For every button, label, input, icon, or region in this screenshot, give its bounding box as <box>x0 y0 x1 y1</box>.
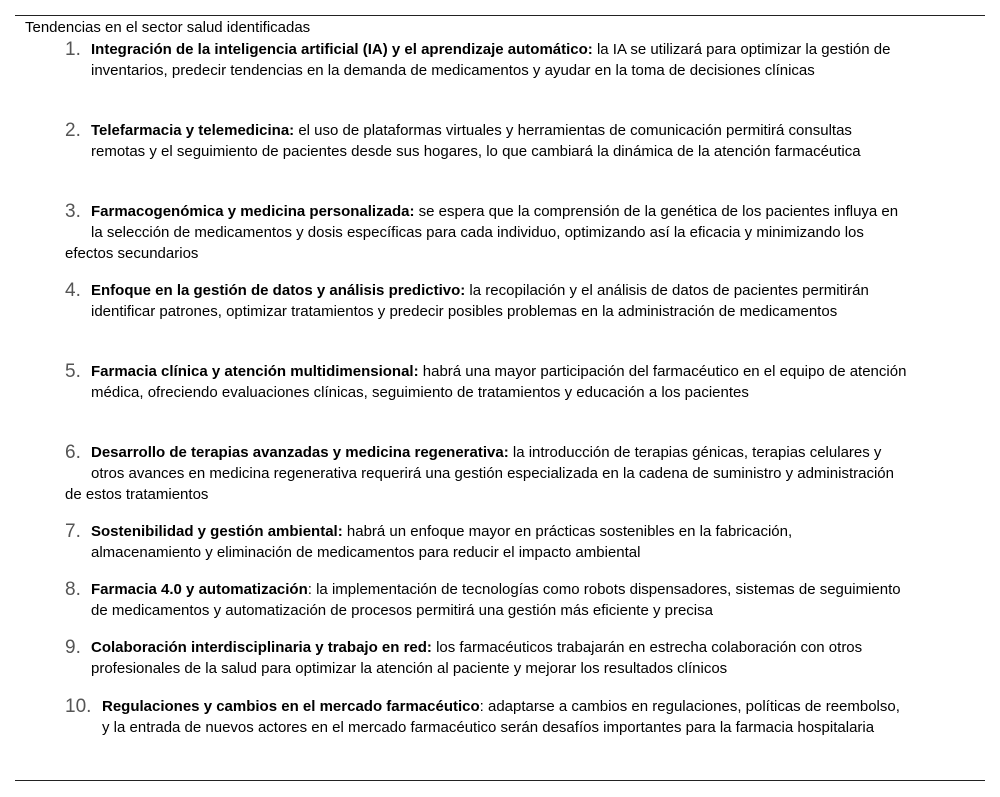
list-item <box>65 120 960 162</box>
item-text: almacenamiento y eliminación de medicamentos para reducir el impacto ambiental <box>91 544 641 561</box>
top-rule <box>15 15 985 16</box>
item-text: la selección de medicamentos y dosis específicas para cada individuo, optimizando así la eficacia y minimizando los <box>91 224 864 241</box>
item-text: otros avances en medicina regenerativa requerirá una gestión especializada en la cadena de suministro y administración <box>91 465 894 482</box>
item-number: 7. <box>65 521 81 542</box>
item-text: médica, ofreciendo evaluaciones clínicas, seguimiento de tratamientos y educación a los pacientes <box>91 384 749 401</box>
item-label: Colaboración interdisciplinaria y trabajo en red: <box>91 639 432 656</box>
item-text: y la entrada de nuevos actores en el mercado farmacéutico serán desafíos importantes para la farmacia hospitalaria <box>102 719 875 736</box>
item-number: 1. <box>65 39 81 60</box>
item-text: de medicamentos y automatización de procesos permitirá una gestión más eficiente y precisa <box>91 602 713 619</box>
item-number: 4. <box>65 280 81 301</box>
item-label: Desarrollo de terapias avanzadas y medicina regenerativa: <box>91 444 509 461</box>
list-item <box>65 521 960 563</box>
item-text: la IA se utilizará para optimizar la gestión de <box>592 41 891 58</box>
item-number: 8. <box>65 579 81 600</box>
item-text: : adaptarse a cambios en regulaciones, políticas de reembolso, <box>479 698 900 715</box>
item-text: inventarios, predecir tendencias en la demanda de medicamentos y ayudar en la toma de decisiones clínicas <box>91 62 815 79</box>
item-label: Integración de la inteligencia artificial (IA) y el aprendizaje automático: <box>91 41 593 58</box>
item-text: remotas y el seguimiento de pacientes desde sus hogares, lo que cambiará la dinámica de la atención farmacéutica <box>91 143 861 160</box>
item-label: Enfoque en la gestión de datos y análisis predictivo: <box>91 282 466 299</box>
section-title: Tendencias en el sector salud identificadas <box>25 19 311 36</box>
item-text: habrá una mayor participación del farmacéutico en el equipo de atención <box>418 363 907 380</box>
list-item <box>65 442 960 505</box>
item-number: 2. <box>65 120 81 141</box>
item-label: Farmacia 4.0 y automatización <box>91 581 308 598</box>
item-label: Sostenibilidad y gestión ambiental: <box>91 523 343 540</box>
item-number: 10. <box>65 696 92 717</box>
list-item <box>65 579 960 621</box>
item-number: 3. <box>65 201 81 222</box>
item-number: 9. <box>65 637 81 658</box>
list-item <box>65 280 960 322</box>
item-text: los farmacéuticos trabajarán en estrecha colaboración con otros <box>431 639 863 656</box>
list-item <box>65 39 960 81</box>
item-number: 5. <box>65 361 81 382</box>
item-label: Farmacogenómica y medicina personalizada: <box>91 203 415 220</box>
item-text: habrá un enfoque mayor en prácticas sostenibles en la fabricación, <box>342 523 793 540</box>
item-text: el uso de plataformas virtuales y herramientas de comunicación permitirá consultas <box>294 122 852 139</box>
item-text: identificar patrones, optimizar tratamientos y predecir posibles problemas en la administración de medicamentos <box>91 303 838 320</box>
item-text: : la implementación de tecnologías como robots dispensadores, sistemas de seguimiento <box>307 581 901 598</box>
list-item <box>65 361 960 403</box>
item-text: efectos secundarios <box>65 245 199 262</box>
list-item <box>65 637 960 679</box>
item-text: profesionales de la salud para optimizar la atención al paciente y mejorar los resultados clínicos <box>91 660 728 677</box>
item-text: de estos tratamientos <box>65 486 209 503</box>
list-item <box>65 201 960 264</box>
item-text: se espera que la comprensión de la genética de los pacientes influya en <box>414 203 899 220</box>
item-number: 6. <box>65 442 81 463</box>
item-label: Telefarmacia y telemedicina: <box>91 122 295 139</box>
list-item <box>65 696 960 738</box>
item-label: Regulaciones y cambios en el mercado farmacéutico <box>102 698 480 715</box>
item-label: Farmacia clínica y atención multidimensional: <box>91 363 419 380</box>
item-text: la introducción de terapias génicas, terapias celulares y <box>508 444 882 461</box>
item-text: la recopilación y el análisis de datos de pacientes permitirán <box>465 282 869 299</box>
bottom-rule <box>15 780 985 781</box>
